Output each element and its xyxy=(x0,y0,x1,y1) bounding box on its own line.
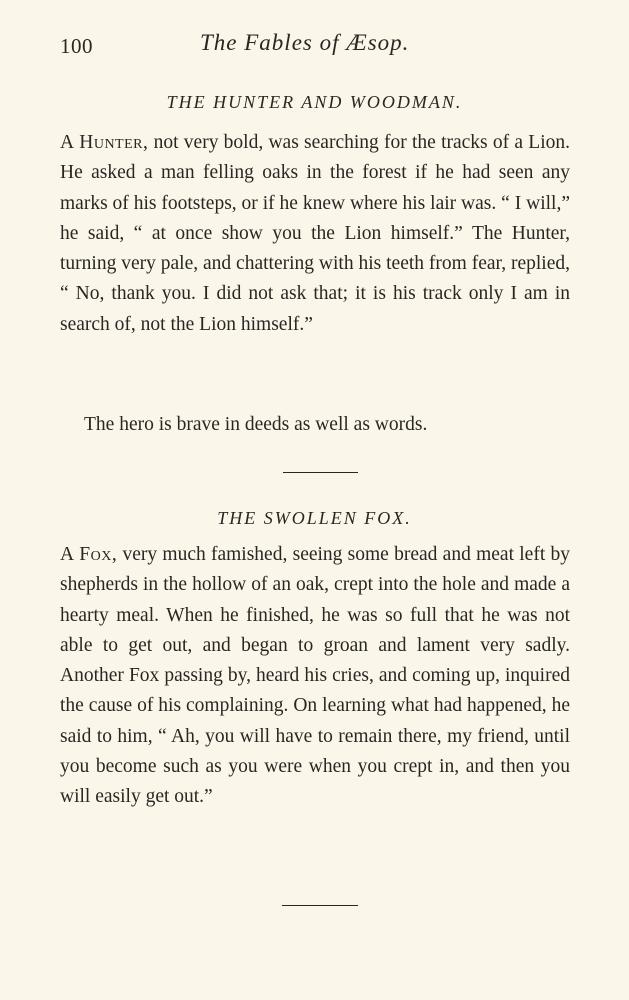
fable-paragraph xyxy=(60,128,570,340)
fable-title-swollen-fox: THE SWOLLEN FOX. xyxy=(217,508,412,528)
fable-paragraph xyxy=(60,540,570,813)
paragraph-text: very much famished, seeing some bread and meat left by shepherds in the hollow of an oak, crept into the hole and made a hearty meal. When he finished, he was so full that he was not able to get out, and began to groan and lament very sadly. Another Fox passing by, heard his cries, and coming up, inquired the cause of his complaining. On learning what had happened, he said to him, “ Ah, you will have to remain there, my friend, until you become such as you were when you crept in, and then you will easily get out.” xyxy=(60,544,571,808)
fable-title-hunter-and-woodman: THE HUNTER AND WOODMAN. xyxy=(166,92,463,112)
fable-body-hunter-and-woodman xyxy=(60,128,570,340)
fable-moral: The hero is brave in deeds as well as words. xyxy=(84,414,428,435)
section-divider xyxy=(282,905,358,906)
fable-body-swollen-fox xyxy=(60,540,570,813)
section-divider xyxy=(283,472,358,473)
running-title: The Fables of Æsop. xyxy=(200,30,410,55)
lead-word: A Fox, xyxy=(60,544,118,565)
paragraph-text: not very bold, was searching for the tracks of a Lion. He asked a man felling oaks in the forest if he had seen any marks of his footsteps, or if he knew where his lair was. “ I will,” he said, “ at once show you the Lion himself.” The Hunter, turning very pale, and chattering with his teeth from fear, replied, “ No, thank you. I did not ask that; it is his track only I am in search of, not the Lion himself.” xyxy=(60,132,570,335)
page-number: 100 xyxy=(60,34,93,58)
running-head xyxy=(60,30,580,60)
lead-word: A Hunter, xyxy=(60,132,149,153)
